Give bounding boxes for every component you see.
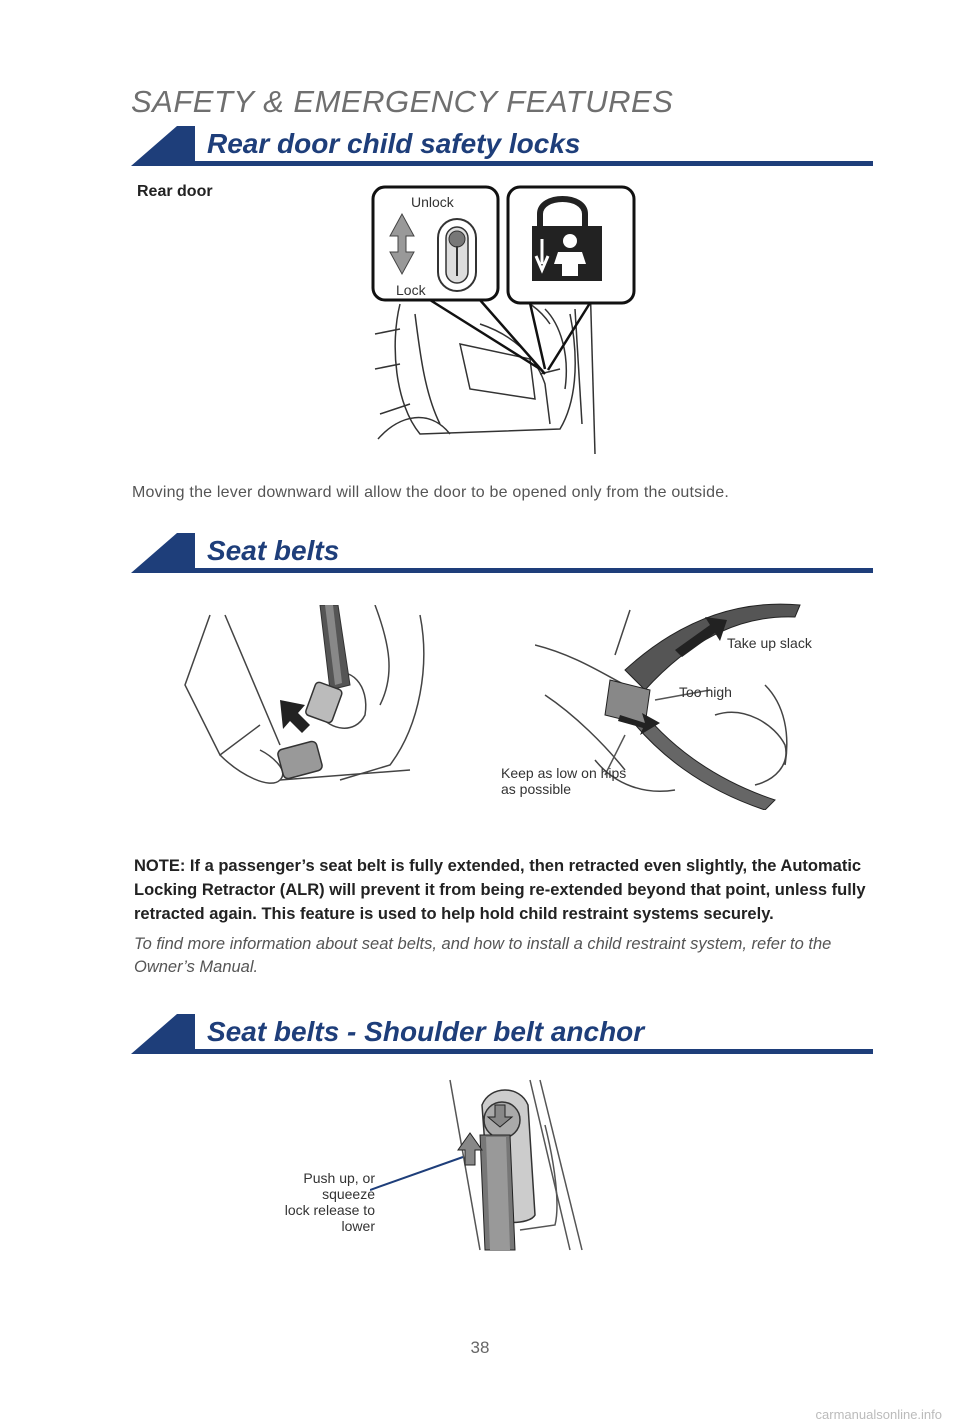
shoulder-anchor-illustration (370, 1075, 590, 1255)
lock-label: Lock (396, 282, 426, 298)
too-high-label: Too high (679, 684, 732, 700)
anchor-label (262, 1170, 375, 1234)
section-title: Seat belts (207, 535, 340, 566)
unlock-label: Unlock (411, 194, 454, 210)
section-title: Rear door child safety locks (207, 128, 581, 159)
section-title: Seat belts - Shoulder belt anchor (207, 1016, 645, 1047)
anchor-label-line-1: Push up, or squeeze (303, 1170, 375, 1202)
keep-low-label (501, 765, 626, 797)
child-lock-caption: Moving the lever downward will allow the door to be opened only from the outside. (132, 484, 729, 501)
keep-low-line-1: Keep as low on hips (501, 765, 627, 781)
alr-note: NOTE: If a passenger’s seat belt is fully extended, then retracted even slightly, the Automatic Locking Retractor (ALR) will prevent it from being re-extended beyond that point, unless fully retracted again. This feature is used to help hold child restraint systems securely. (134, 857, 866, 923)
take-up-slack-label: Take up slack (727, 635, 812, 651)
section-tab (131, 1014, 195, 1054)
watermark: carmanualsonline.info (815, 1407, 942, 1422)
section-rule (191, 568, 873, 573)
keep-low-line-2: as possible (501, 781, 572, 797)
section-header-seat-belts (131, 533, 873, 573)
page-number: 38 (470, 1338, 490, 1357)
section-rule (191, 161, 873, 166)
section-header-shoulder-anchor (131, 1014, 873, 1054)
page-heading: SAFETY & EMERGENCY FEATURES (131, 84, 674, 119)
owners-manual-note: To find more information about seat belts, and how to install a child restraint system, refer to the Owner’s Manual. (134, 935, 832, 976)
rear-door-illustration (360, 184, 640, 459)
anchor-label-line-2: lock release to lower (284, 1202, 375, 1234)
section-tab (131, 533, 195, 573)
section-tab (131, 126, 195, 166)
rear-door-label: Rear door (137, 183, 213, 200)
section-rule (191, 1049, 873, 1054)
section-header-child-locks (131, 126, 873, 166)
seat-belt-buckle-illustration (180, 605, 440, 800)
